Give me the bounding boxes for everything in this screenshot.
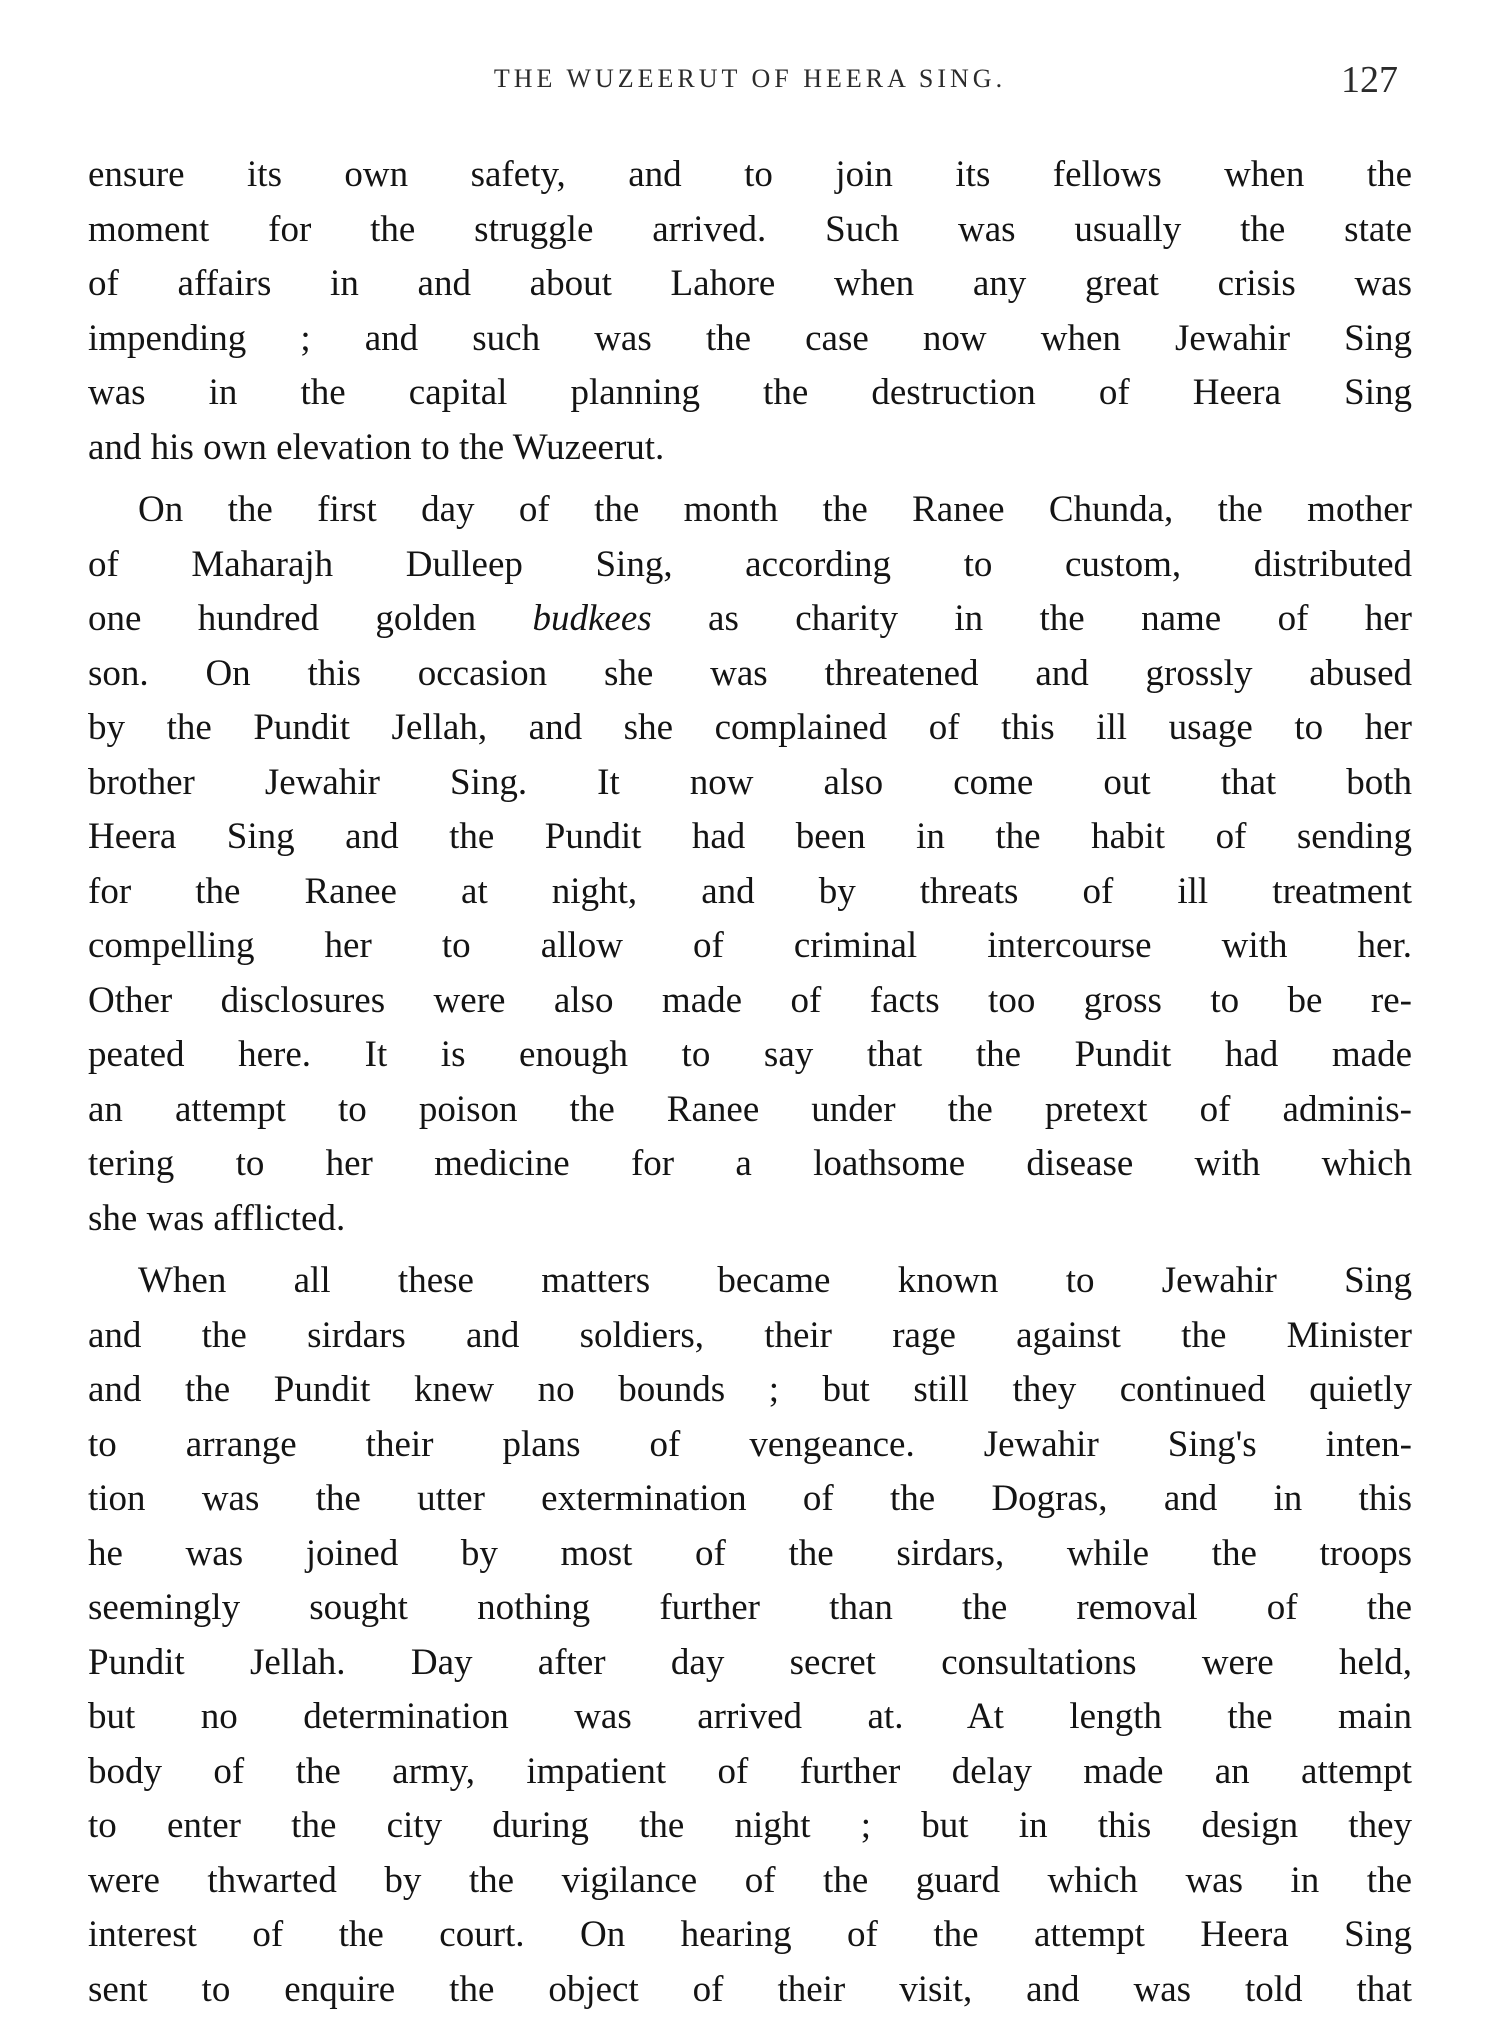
text-line: and the sirdars and soldiers, their rage against the Minister: [88, 1314, 1412, 1356]
text-line: ensure its own safety, and to join its fellows when the: [88, 154, 1412, 195]
text-line: to enter the city during the night ; but in this design they: [88, 1805, 1412, 1846]
text-line: she was afflicted.: [88, 1197, 346, 1239]
text-line: of affairs in and about Lahore when any great crisis was: [88, 263, 1412, 304]
text-line: Pundit Jellah. Day after day secret consultations were held,: [88, 1641, 1412, 1683]
text-line: [88, 592, 1412, 647]
text-line: On the first day of the month the Ranee Chunda, the mother: [138, 489, 1412, 530]
text-line: of Maharajh Dulleep Sing, according to custom, distributed: [88, 543, 1412, 585]
text-line: to arrange their plans of vengeance. Jewahir Sing's inten-: [88, 1423, 1412, 1465]
text-line: for the Ranee at night, and by threats of ill treatment: [88, 870, 1412, 912]
body-text: [88, 148, 1412, 2025]
text-line: were thwarted by the vigilance of the guard which was in the: [88, 1859, 1412, 1901]
text-line: and his own elevation to the Wuzeerut.: [88, 426, 665, 468]
text-line: impending ; and such was the case now when Jewahir Sing: [88, 317, 1412, 359]
text-line: tion was the utter extermination of the Dogras, and in this: [88, 1478, 1412, 1519]
text-line: was in the capital planning the destruction of Heera Sing: [88, 372, 1412, 413]
text-fragment: as charity in the name of her: [708, 598, 1412, 639]
text-line: peated here. It is enough to say that the Pundit had made: [88, 1034, 1412, 1075]
paragraph-3: [88, 1254, 1412, 2017]
text-line: seemingly sought nothing further than the removal of the: [88, 1587, 1412, 1628]
text-line: tering to her medicine for a loathsome disease with which: [88, 1143, 1412, 1184]
running-head: [88, 59, 1412, 112]
text-line: compelling her to allow of criminal intercourse with her.: [88, 925, 1412, 966]
text-line: Other disclosures were also made of facts too gross to be re-: [88, 979, 1412, 1021]
italic-word-budkees: budkees: [532, 598, 652, 639]
paragraph-1: [88, 148, 1412, 475]
paragraph-2: [88, 483, 1412, 1246]
text-line: son. On this occasion she was threatened and grossly abused: [88, 652, 1412, 694]
text-line: When all these matters became known to Jewahir Sing: [138, 1260, 1412, 1301]
running-title: THE WUZEERUT OF HEERA SING.: [493, 64, 1007, 93]
page-number: 127: [1341, 59, 1398, 101]
text-line: sent to enquire the object of their visit, and was told that: [88, 1968, 1412, 2010]
text-line: moment for the struggle arrived. Such was usually the state: [88, 208, 1412, 250]
text-line: Heera Sing and the Pundit had been in the habit of sending: [88, 816, 1412, 857]
text-line: and the Pundit knew no bounds ; but still they continued quietly: [88, 1369, 1412, 1410]
text-line: but no determination was arrived at. At length the main: [88, 1696, 1412, 1737]
text-line: he was joined by most of the sirdars, while the troops: [88, 1532, 1412, 1574]
text-line: body of the army, impatient of further delay made an attempt: [88, 1750, 1412, 1792]
text-line: by the Pundit Jellah, and she complained of this ill usage to her: [88, 707, 1412, 748]
text-line: interest of the court. On hearing of the attempt Heera Sing: [88, 1914, 1412, 1955]
text-fragment: one hundred golden: [88, 598, 477, 639]
text-line: an attempt to poison the Ranee under the pretext of adminis-: [88, 1088, 1412, 1130]
text-line: brother Jewahir Sing. It now also come out that both: [88, 761, 1412, 803]
